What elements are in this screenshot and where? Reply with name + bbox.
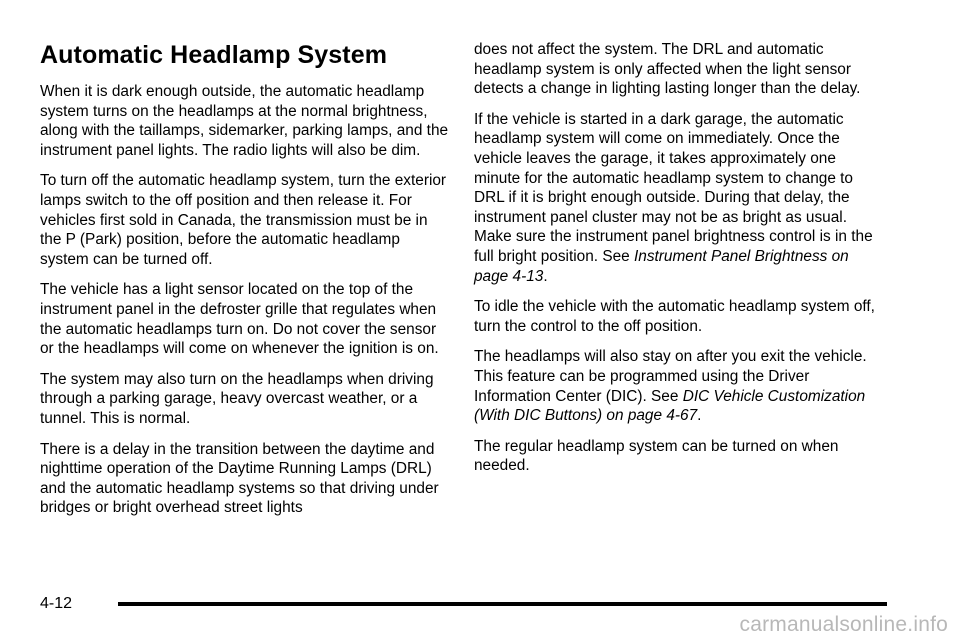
link-dic-vehicle-customization[interactable]: DIC Vehicle Customization (With DIC Buttons) on page 4-67 <box>474 387 866 425</box>
section-title: Automatic Headlamp System <box>40 41 388 69</box>
right-column <box>474 40 886 487</box>
dark-garage-text: If the vehicle is started in a dark garage, the automatic headlamp system will come on immediately. Once the vehicle leaves the garage, it takes approximately one minute for the automatic headlamp system to change to DRL if it is bright enough outside. During that delay, the instrument panel cluster may not be as bright as usual. Make sure the instrument panel brightness control is in the full bright position. See <box>474 110 873 265</box>
paragraph-stay-on <box>474 347 886 425</box>
paragraph-delay-continued: does not affect the system. The DRL and automatic headlamp system is only affected when the light sensor detects a change in lighting lasting longer than the delay. <box>474 41 861 98</box>
paragraph-idle: To idle the vehicle with the automatic headlamp system off, turn the control to the off position. <box>474 298 875 335</box>
paragraph-parking-garage: The system may also turn on the headlamps when driving through a parking garage, heavy overcast weather, or a tunnel. This is normal. <box>40 370 434 427</box>
paragraph-regular-headlamp: The regular headlamp system can be turned on when needed. <box>474 437 839 475</box>
paragraph-delay: There is a delay in the transition between the daytime and nighttime operation of the Daytime Running Lamps (DRL) and the automatic headlamp systems so that driving under bridges or bright overhead street lights <box>40 440 439 517</box>
link-instrument-panel-brightness[interactable]: Instrument Panel Brightness on page 4-13 <box>474 247 849 285</box>
paragraph-dark-outside: When it is dark enough outside, the automatic headlamp system turns on the headlamps at the normal brightness, along with the taillamps, sidemarker, parking lamps, and the instrument panel lights. The radio lights will also be dim. <box>40 83 449 159</box>
left-column <box>40 40 450 529</box>
watermark: carmanualsonline.info <box>739 613 948 636</box>
stay-on-end: . <box>697 407 702 425</box>
dark-garage-end: . <box>543 267 548 285</box>
footer-rule <box>118 602 887 606</box>
paragraph-light-sensor: The vehicle has a light sensor located on the top of the instrument panel in the defroster grille that regulates when the automatic headlamps turn on. Do not cover the sensor or the headlamps will come on whenever the ignition is on. <box>40 281 439 358</box>
paragraph-turn-off: To turn off the automatic headlamp system, turn the exterior lamps switch to the off position and then release it. For vehicles first sold in Canada, the transmission must be in the P (Park) position, before the automatic headlamp system can be turned off. <box>40 172 447 268</box>
page-number: 4-12 <box>40 595 73 612</box>
stay-on-text: The headlamps will also stay on after you exit the vehicle. This feature can be programmed using the Driver Information Center (DIC). See <box>474 348 867 405</box>
paragraph-dark-garage <box>474 110 886 286</box>
